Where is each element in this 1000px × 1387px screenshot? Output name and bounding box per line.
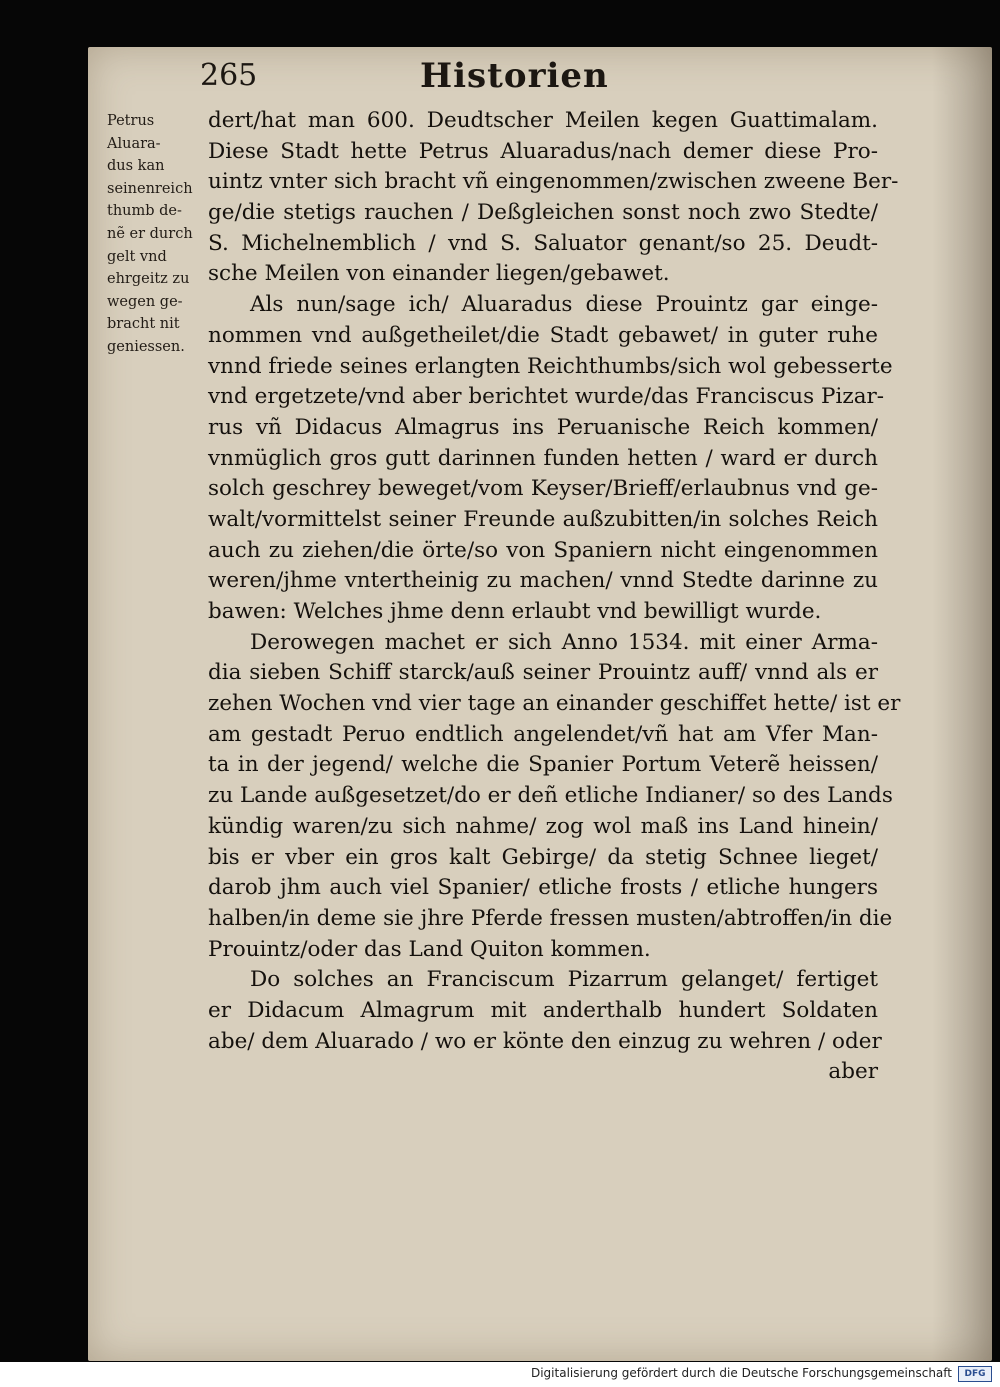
text-line: solch geschrey beweget/vom Keyser/Brieff/erlaubnus vnd ge-	[208, 476, 878, 502]
text-line: vnd ergetzete/vnd aber berichtet wurde/das Franciscus Pizar-	[208, 384, 885, 410]
text-line: dert/hat man 600. Deudtscher Meilen kegen Guattimalam.	[208, 108, 878, 133]
text-line: vnnd friede seines erlangten Reichthumbs/sich wol gebesserte	[208, 353, 893, 379]
margin-note-line: Aluara-	[107, 135, 161, 152]
dfg-logo-text: DFG	[964, 1369, 986, 1379]
text-line: darob jhm auch viel Spanier/ etliche frosts / etliche hungers	[208, 875, 878, 901]
margin-note-line: gelt vnd	[107, 248, 167, 265]
text-line: weren/jhme vntertheinig zu machen/ vnnd Stedte darinne zu	[208, 568, 878, 594]
margin-note-line: wegen ge-	[107, 293, 183, 310]
body-text	[208, 106, 901, 1088]
margin-note-line: ehrgeitz zu	[107, 271, 190, 288]
text-line: uintz vnter sich bracht vñ eingenommen/zwischen zweene Ber-	[208, 169, 899, 195]
margin-note-line: thumb de-	[107, 203, 182, 220]
margin-note-line: nẽ er durch	[107, 225, 193, 242]
text-line: Diese Stadt hette Petrus Aluaradus/nach demer diese Pro-	[208, 138, 878, 164]
text-line: ta in der jegend/ welche die Spanier Portum Veterẽ heissen/	[208, 752, 878, 778]
text-line: Derowegen machet er sich Anno 1534. mit einer Arma-	[250, 629, 878, 655]
text-line: dia sieben Schiff starck/auß seiner Prouintz auff/ vnnd als er	[208, 660, 878, 686]
footer-credit: Digitalisierung gefördert durch die Deutsche Forschungsgemeinschaft	[530, 1366, 952, 1380]
text-line: Als nun/sage ich/ Aluaradus diese Prouintz gar einge-	[250, 292, 878, 318]
text-line: walt/vormittelst seiner Freunde außzubitten/in solches Reich	[208, 506, 878, 532]
text-line: Do solches an Franciscum Pizarrum gelanget/ fertiget	[250, 967, 878, 993]
text-line: kündig waren/zu sich nahme/ zog wol maß ins Land hinein/	[208, 813, 878, 839]
text-line: rus vñ Didacus Almagrus ins Peruanische Reich kommen/	[208, 414, 878, 440]
text-line: abe/ dem Aluarado / wo er könte den einzug zu wehren / oder	[208, 1028, 882, 1054]
text-line: er Didacum Almagrum mit anderthalb hundert Soldaten	[208, 997, 878, 1023]
dfg-logo-icon	[958, 1366, 992, 1382]
margin-note-line: dus kan	[107, 158, 165, 175]
footer-bar	[0, 1362, 1000, 1387]
margin-note-line: geniessen.	[107, 338, 185, 355]
page-number: 265	[200, 58, 258, 93]
text-line: halben/in deme sie jhre Pferde fressen musten/abtroffen/in die	[208, 905, 893, 931]
text-line: bis er vber ein gros kalt Gebirge/ da stetig Schnee lieget/	[208, 844, 878, 870]
text-line: bawen: Welches jhme denn erlaubt vnd bewilligt wurde.	[208, 599, 822, 624]
running-head: Historien	[420, 56, 609, 96]
margin-note	[107, 110, 199, 359]
text-line: S. Michelnemblich / vnd S. Saluator genant/so 25. Deudt-	[208, 230, 878, 256]
text-line: sche Meilen von einander liegen/gebawet.	[208, 261, 670, 287]
text-line: Prouintz/oder das Land Quiton kommen.	[208, 936, 651, 962]
catchword: aber	[828, 1059, 878, 1085]
text-line: auch zu ziehen/die örte/so von Spaniern nicht eingenommen	[208, 537, 878, 563]
margin-note-line: bracht nit	[107, 316, 180, 333]
page-header	[200, 58, 800, 108]
margin-note-line: Petrus	[107, 113, 155, 129]
margin-note-line: seinenreich	[107, 180, 193, 197]
text-line: vnmüglich gros gutt darinnen funden hetten / ward er durch	[208, 445, 878, 471]
text-line: zu Lande außgesetzet/do er deñ etliche Indianer/ so des Lands	[208, 783, 893, 809]
text-line: nommen vnd außgetheilet/die Stadt gebawet/ in guter ruhe	[208, 322, 878, 348]
page-gutter-shadow	[932, 47, 992, 1361]
text-line: ge/die stetigs rauchen / Deßgleichen sonst noch zwo Stedte/	[208, 200, 878, 226]
text-line: am gestadt Peruo endtlich angelendet/vñ hat am Vfer Man-	[208, 721, 878, 747]
text-line: zehen Wochen vnd vier tage an einander geschiffet hette/ ist er	[208, 691, 901, 717]
